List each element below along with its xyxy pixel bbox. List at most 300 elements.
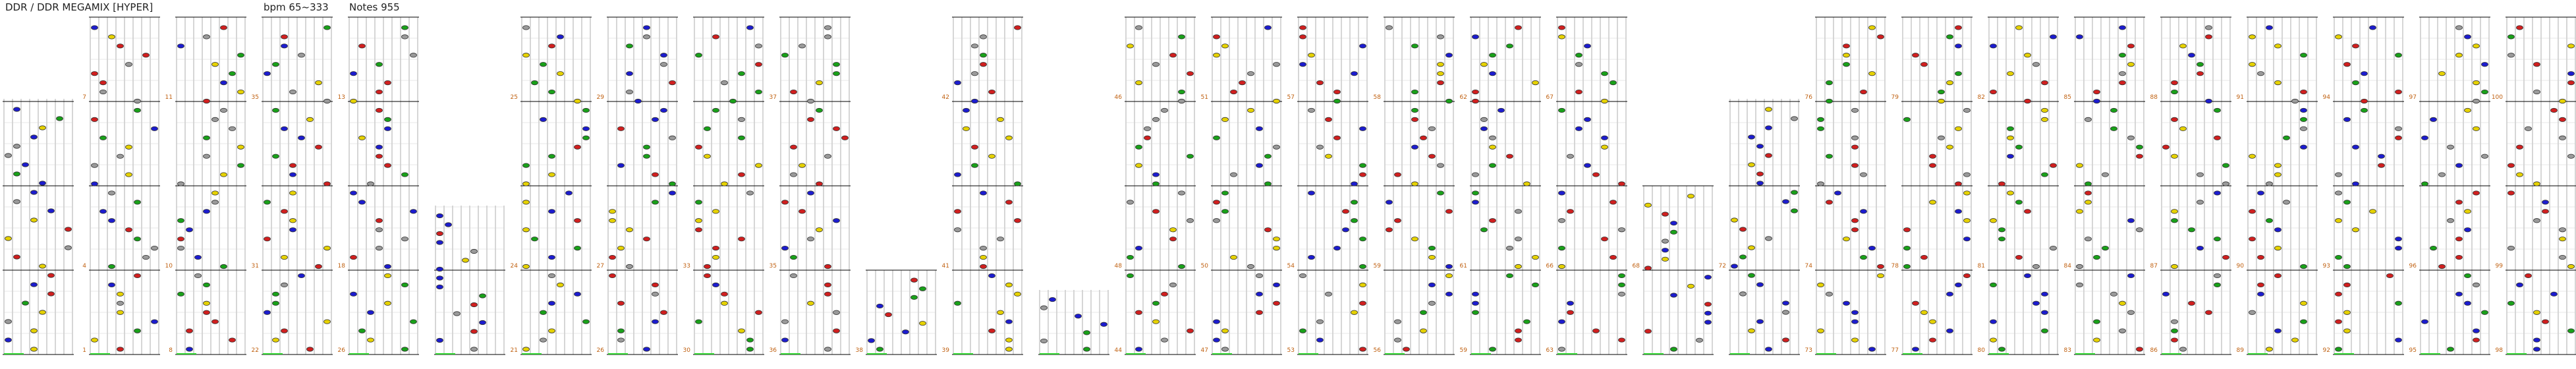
arrow-note	[2085, 117, 2092, 121]
arrow-note	[2534, 338, 2540, 342]
arrow-note	[22, 163, 29, 167]
arrow-note	[2473, 283, 2480, 287]
arrow-note	[2275, 80, 2282, 84]
arrow-note	[2551, 292, 2558, 296]
arrow-note	[2007, 191, 2014, 195]
arrow-note	[324, 99, 331, 103]
arrow-note	[713, 108, 719, 112]
arrow-note	[739, 71, 745, 75]
arrow-note	[2249, 63, 2256, 67]
arrow-note	[627, 44, 633, 48]
arrow-note	[2042, 292, 2048, 296]
arrow-note	[1921, 255, 1928, 259]
measure-number: 48	[1114, 263, 1122, 270]
arrow-note	[1334, 246, 1341, 250]
measure-number: 96	[2409, 263, 2417, 270]
arrow-note	[2395, 246, 2402, 250]
arrow-note	[2473, 127, 2480, 130]
arrow-note	[1671, 293, 1677, 297]
arrow-note	[1360, 301, 1366, 305]
arrow-note	[2508, 246, 2515, 250]
arrow-note	[618, 338, 625, 342]
arrow-note	[1559, 347, 1565, 351]
arrow-note	[2473, 191, 2480, 195]
arrow-note	[696, 53, 702, 57]
arrow-note	[2395, 53, 2402, 57]
arrow-note	[997, 310, 1004, 314]
arrow-note	[109, 219, 115, 223]
arrow-note	[704, 127, 711, 130]
arrow-note	[1351, 219, 1358, 223]
arrow-note	[1222, 210, 1229, 213]
arrow-note	[2568, 329, 2575, 333]
measure-number: 66	[1546, 263, 1554, 270]
arrow-note	[1921, 310, 1928, 314]
arrow-note	[2137, 347, 2143, 351]
arrow-note	[2344, 310, 2351, 314]
arrow-note	[955, 80, 961, 84]
arrow-note	[1930, 338, 1936, 342]
arrow-note	[2214, 108, 2221, 112]
arrow-note	[791, 255, 797, 259]
arrow-note	[1162, 108, 1168, 112]
arrow-note	[739, 237, 745, 241]
arrow-note	[178, 292, 184, 296]
arrow-note	[583, 320, 590, 324]
arrow-note	[574, 99, 581, 103]
arrow-note	[1300, 329, 1306, 333]
arrow-note	[1153, 182, 1160, 186]
arrow-note	[1438, 71, 1444, 75]
measure-number: 11	[165, 94, 173, 101]
arrow-note	[955, 301, 961, 305]
measure-number: 8	[169, 347, 173, 354]
arrow-note	[2422, 136, 2428, 140]
arrow-note	[2525, 273, 2532, 277]
arrow-note	[1429, 246, 1436, 250]
arrow-note	[376, 154, 383, 158]
arrow-note	[204, 136, 210, 140]
arrow-note	[2465, 228, 2471, 232]
arrow-note	[747, 26, 754, 30]
arrow-note	[65, 246, 72, 250]
arrow-note	[385, 273, 391, 277]
arrow-note	[980, 246, 987, 250]
arrow-note	[2249, 210, 2256, 213]
arrow-note	[1256, 127, 1263, 130]
arrow-note	[5, 154, 12, 157]
arrow-note	[1619, 273, 1625, 277]
arrow-note	[1766, 154, 1772, 157]
arrow-note	[2050, 163, 2057, 167]
arrow-note	[134, 329, 141, 333]
arrow-note	[1515, 26, 1522, 30]
measure-number: 26	[337, 347, 345, 354]
arrow-note	[480, 294, 486, 298]
arrow-note	[1964, 191, 1971, 195]
arrow-note	[1705, 311, 1712, 315]
arrow-note	[2214, 283, 2221, 287]
measure-number: 25	[510, 94, 518, 101]
arrow-note	[1481, 117, 1488, 121]
arrow-note	[980, 53, 987, 57]
arrow-note	[1524, 182, 1530, 186]
arrow-note	[1300, 63, 1306, 67]
arrow-note	[2275, 44, 2282, 48]
arrow-note	[376, 63, 383, 67]
measure-number: 61	[1459, 263, 1467, 270]
arrow-note	[2214, 191, 2221, 195]
arrow-note	[652, 173, 659, 177]
arrow-note	[31, 283, 38, 287]
arrow-note	[1308, 191, 1315, 195]
arrow-note	[2042, 173, 2048, 177]
arrow-note	[2094, 320, 2100, 324]
arrow-note	[1559, 191, 1565, 195]
arrow-note	[14, 144, 20, 148]
arrow-note	[290, 90, 296, 94]
arrow-note	[2197, 71, 2204, 75]
arrow-note	[2534, 63, 2540, 67]
arrow-note	[1274, 63, 1280, 67]
arrow-note	[1403, 347, 1410, 351]
arrow-note	[1265, 182, 1272, 186]
arrow-note	[1567, 210, 1574, 213]
arrow-note	[1818, 127, 1824, 130]
arrow-note	[238, 90, 244, 94]
measure-number: 81	[1977, 263, 1985, 270]
arrow-note	[1791, 209, 1798, 213]
arrow-note	[1360, 283, 1366, 287]
arrow-note	[14, 255, 20, 259]
measure-number: 68	[1632, 263, 1640, 270]
arrow-note	[2007, 71, 2014, 75]
arrow-note	[808, 301, 814, 305]
arrow-note	[1136, 310, 1142, 314]
measure-number: 72	[1718, 263, 1726, 270]
arrow-note	[1472, 191, 1479, 195]
arrow-note	[669, 182, 676, 186]
song-title: DDR / DDR MEGAMIX [HYPER]	[5, 1, 154, 13]
arrow-note	[1490, 219, 1496, 223]
arrow-note	[1187, 329, 1194, 333]
arrow-note	[273, 108, 279, 112]
arrow-note	[1490, 136, 1496, 140]
arrow-note	[281, 283, 288, 287]
arrow-note	[791, 90, 797, 94]
arrow-note	[696, 145, 702, 149]
arrow-note	[1947, 80, 1953, 84]
arrow-note	[1300, 26, 1306, 30]
arrow-note	[1852, 310, 1859, 314]
arrow-note	[756, 163, 762, 167]
arrow-note	[1826, 99, 1833, 103]
arrow-note	[791, 173, 797, 177]
arrow-note	[2353, 228, 2359, 232]
arrow-note	[2266, 347, 2273, 351]
arrow-note	[2025, 53, 2031, 57]
arrow-note	[143, 255, 150, 259]
arrow-note	[1999, 237, 2005, 241]
arrow-note	[1593, 173, 1600, 177]
arrow-note	[376, 145, 383, 149]
arrow-note	[350, 99, 357, 103]
arrow-note	[523, 182, 530, 186]
arrow-note	[437, 267, 443, 271]
arrow-note	[1791, 190, 1798, 194]
arrow-note	[980, 264, 987, 268]
arrow-note	[2171, 320, 2178, 324]
arrow-note	[1136, 80, 1142, 84]
arrow-note	[799, 44, 806, 48]
arrow-note	[2301, 117, 2307, 121]
arrow-note	[2473, 80, 2480, 84]
arrow-note	[1869, 26, 1876, 30]
arrow-note	[2560, 99, 2566, 103]
arrow-note	[1101, 322, 1107, 326]
arrow-note	[661, 108, 667, 112]
arrow-note	[1308, 108, 1315, 112]
arrow-note	[1791, 117, 1798, 121]
arrow-note	[1438, 191, 1444, 195]
arrow-note	[1878, 264, 1884, 268]
measure-number: 62	[1459, 94, 1467, 101]
arrow-note	[2102, 173, 2109, 177]
arrow-note	[1248, 108, 1254, 112]
arrow-note	[1507, 246, 1513, 250]
arrow-note	[1602, 145, 1608, 149]
arrow-note	[618, 329, 625, 333]
arrow-note	[92, 117, 98, 121]
arrow-note	[1938, 90, 1945, 94]
arrow-note	[1576, 127, 1582, 130]
measure-number: 84	[2063, 263, 2071, 270]
arrow-note	[2292, 338, 2299, 342]
arrow-note	[1006, 338, 1013, 342]
arrow-note	[1136, 347, 1142, 351]
arrow-note	[2542, 320, 2549, 324]
arrow-note	[273, 301, 279, 305]
arrow-note	[1326, 154, 1332, 158]
measure-number: 88	[2150, 94, 2158, 101]
arrow-note	[2370, 210, 2376, 213]
arrow-note	[549, 173, 555, 177]
arrow-note	[2560, 228, 2566, 232]
arrow-note	[2439, 71, 2446, 75]
arrow-note	[2422, 182, 2428, 186]
arrow-note	[2301, 127, 2307, 130]
arrow-note	[1300, 35, 1306, 39]
arrow-note	[1006, 347, 1013, 351]
arrow-note	[273, 63, 279, 67]
arrow-note	[126, 145, 132, 149]
arrow-note	[2111, 108, 2117, 112]
arrow-note	[65, 227, 72, 231]
arrow-note	[1852, 145, 1859, 149]
arrow-note	[1429, 255, 1436, 259]
measure-number: 83	[2063, 347, 2071, 354]
arrow-note	[1947, 329, 1953, 333]
arrow-note	[134, 200, 141, 204]
arrow-note	[2534, 182, 2540, 186]
arrow-note	[410, 53, 417, 57]
arrow-note	[1532, 283, 1539, 287]
arrow-note	[2395, 237, 2402, 241]
arrow-note	[713, 246, 719, 250]
arrow-note	[825, 347, 831, 351]
arrow-note	[2077, 283, 2083, 287]
arrow-note	[324, 320, 331, 324]
arrow-note	[2077, 35, 2083, 39]
arrow-note	[713, 283, 719, 287]
arrow-note	[2223, 163, 2229, 167]
arrow-note	[1179, 90, 1185, 94]
arrow-note	[652, 117, 659, 121]
arrow-note	[100, 210, 107, 213]
arrow-note	[877, 304, 883, 308]
arrow-note	[471, 347, 478, 351]
arrow-note	[2361, 108, 2368, 112]
arrow-note	[1006, 136, 1013, 140]
arrow-note	[1955, 127, 1962, 130]
arrow-note	[1084, 331, 1090, 335]
arrow-note	[480, 320, 486, 324]
arrow-note	[1964, 173, 1971, 177]
arrow-note	[2258, 283, 2264, 287]
arrow-note	[2137, 154, 2143, 158]
arrow-note	[2336, 347, 2342, 351]
arrow-note	[1472, 90, 1479, 94]
arrow-note	[1162, 338, 1168, 342]
arrow-note	[661, 63, 667, 67]
arrow-note	[359, 200, 366, 204]
arrow-note	[661, 53, 667, 57]
arrow-note	[2214, 273, 2221, 277]
arrow-note	[2542, 200, 2549, 204]
arrow-note	[2336, 292, 2342, 296]
arrow-note	[1955, 182, 1962, 186]
arrow-note	[730, 99, 737, 103]
arrow-note	[195, 273, 202, 277]
measure-number: 37	[769, 94, 777, 101]
arrow-note	[471, 249, 478, 253]
arrow-note	[2249, 310, 2256, 314]
arrow-note	[1136, 145, 1142, 149]
arrow-note	[2180, 347, 2187, 351]
arrow-note	[402, 237, 408, 241]
arrow-note	[1913, 301, 1919, 305]
arrow-note	[2042, 108, 2048, 112]
arrow-note	[1265, 228, 1272, 232]
arrow-note	[1861, 255, 1867, 259]
arrow-note	[204, 283, 210, 287]
arrow-note	[1222, 191, 1229, 195]
arrow-note	[281, 44, 288, 48]
arrow-note	[1343, 228, 1349, 232]
arrow-note	[324, 26, 331, 30]
arrow-note	[816, 108, 823, 112]
arrow-note	[2361, 71, 2368, 75]
arrow-note	[1326, 292, 1332, 296]
arrow-note	[816, 228, 823, 232]
arrow-note	[1757, 320, 1764, 324]
arrow-note	[652, 283, 659, 287]
arrow-note	[1964, 237, 1971, 241]
arrow-note	[385, 127, 391, 130]
arrow-note	[1731, 264, 1738, 268]
arrow-note	[229, 71, 236, 75]
arrow-note	[2439, 264, 2446, 268]
arrow-note	[1438, 35, 1444, 39]
arrow-note	[134, 108, 141, 112]
arrow-note	[152, 246, 158, 250]
arrow-note	[1446, 210, 1453, 213]
arrow-note	[557, 35, 564, 39]
arrow-note	[2119, 53, 2126, 57]
arrow-note	[2171, 210, 2178, 213]
arrow-note	[31, 218, 38, 222]
arrow-note	[799, 210, 806, 213]
arrow-note	[652, 320, 659, 324]
arrow-note	[221, 264, 227, 268]
arrow-note	[799, 163, 806, 167]
arrow-note	[1610, 200, 1617, 204]
arrow-note	[143, 53, 150, 57]
measure-number: 26	[596, 347, 604, 354]
arrow-note	[376, 90, 383, 94]
arrow-note	[1619, 283, 1625, 287]
arrow-note	[713, 35, 719, 39]
arrow-note	[1610, 255, 1617, 259]
arrow-note	[756, 63, 762, 67]
arrow-note	[2007, 154, 2014, 158]
arrow-note	[1990, 90, 1997, 94]
arrow-note	[833, 71, 840, 75]
arrow-note	[1481, 63, 1488, 67]
arrow-note	[1731, 218, 1738, 222]
arrow-note	[1955, 26, 1962, 30]
arrow-note	[1360, 163, 1366, 167]
arrow-note	[221, 26, 227, 30]
arrow-note	[1274, 283, 1280, 287]
arrow-note	[1878, 273, 1884, 277]
arrow-note	[782, 320, 789, 324]
arrow-note	[1584, 44, 1591, 48]
measure-number: 54	[1287, 263, 1295, 270]
arrow-note	[1507, 44, 1513, 48]
arrow-note	[385, 80, 391, 84]
arrow-note	[635, 99, 642, 103]
arrow-note	[1645, 329, 1652, 333]
measure-number: 36	[769, 347, 777, 354]
arrow-note	[2465, 273, 2471, 277]
arrow-note	[644, 237, 650, 241]
arrow-note	[1507, 273, 1513, 277]
arrow-note	[1144, 136, 1151, 140]
arrow-note	[1256, 310, 1263, 314]
arrow-note	[2214, 237, 2221, 241]
measure-number: 53	[1287, 347, 1295, 354]
arrow-note	[2249, 35, 2256, 39]
arrow-note	[549, 329, 555, 333]
arrow-note	[2336, 35, 2342, 39]
arrow-note	[549, 90, 555, 94]
arrow-note	[281, 255, 288, 259]
arrow-note	[980, 63, 987, 67]
arrow-note	[298, 53, 305, 57]
arrow-note	[2482, 154, 2488, 158]
arrow-note	[402, 26, 408, 30]
